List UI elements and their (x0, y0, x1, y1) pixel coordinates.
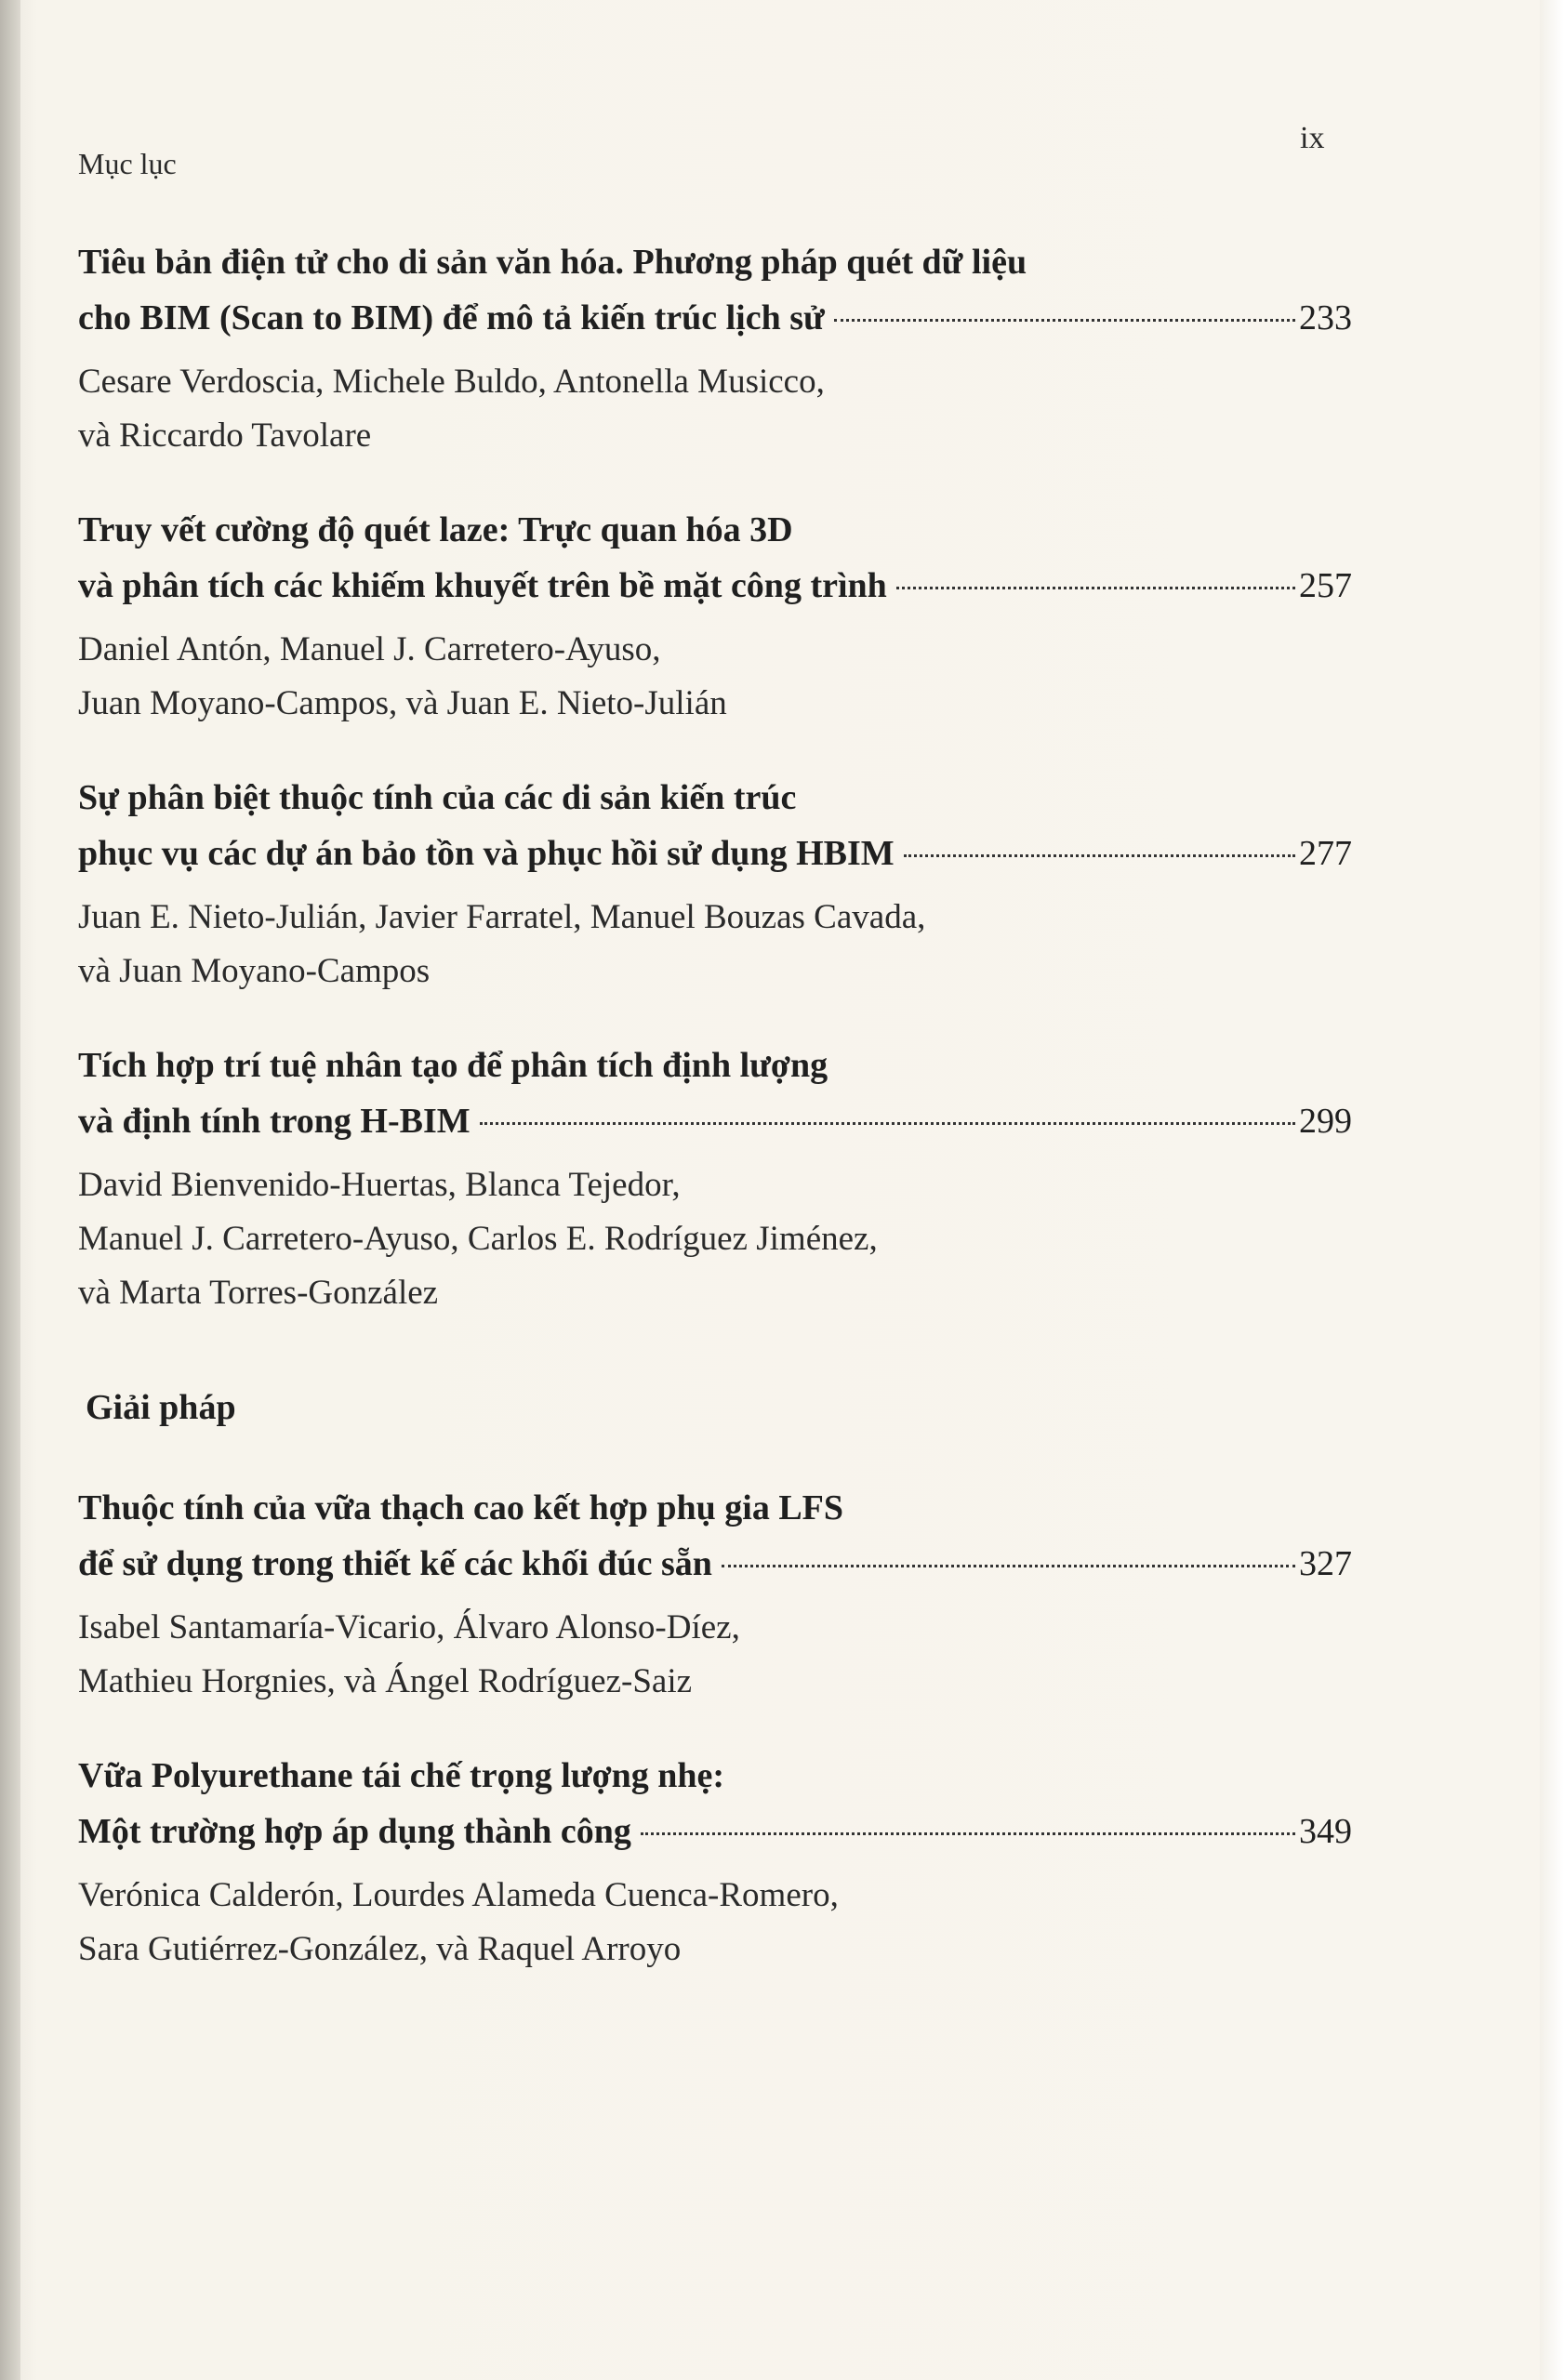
toc-entry (78, 1748, 1352, 1977)
author-line: Juan E. Nieto-Julián, Javier Farratel, Manuel Bouzas Cavada, (78, 898, 926, 936)
entry-authors (78, 623, 1352, 731)
entry-authors (78, 1601, 1352, 1709)
book-spine-shadow (0, 0, 20, 2380)
author-line: và Riccardo Tavolare (78, 416, 372, 455)
section-heading: Giải pháp (86, 1388, 236, 1427)
entry-title-text: cho BIM (Scan to BIM) để mô tả kiến trúc lịch sử (78, 298, 825, 337)
table-of-contents (78, 234, 1352, 2016)
author-line: và Juan Moyano-Campos (78, 952, 431, 990)
running-head: Mục lục (78, 147, 177, 180)
entry-title-line: Vữa Polyurethane tái chế trọng lượng nhẹ: (78, 1756, 725, 1795)
entry-title-last-line (78, 1093, 1352, 1149)
entry-title-line: Sự phân biệt thuộc tính của các di sản kiến trúc (78, 778, 797, 817)
page-number: ix (1300, 121, 1325, 155)
dot-leader (641, 1832, 1295, 1835)
entry-page-number: 233 (1299, 298, 1352, 337)
toc-entry (78, 1480, 1352, 1709)
dot-leader (722, 1565, 1295, 1567)
author-line: Juan Moyano-Campos, và Juan E. Nieto-Julián (78, 684, 727, 722)
entry-page-number: 349 (1299, 1812, 1352, 1851)
author-line: Cesare Verdoscia, Michele Buldo, Antonella Musicco, (78, 363, 825, 401)
entry-page-number: 277 (1299, 834, 1352, 873)
author-line: Isabel Santamaría-Vicario, Álvaro Alonso-Díez, (78, 1608, 740, 1646)
entry-page-number: 327 (1299, 1544, 1352, 1583)
entry-title-line: Tiêu bản điện tử cho di sản văn hóa. Phương pháp quét dữ liệu (78, 243, 1027, 282)
dot-leader (834, 319, 1295, 322)
toc-entry (78, 502, 1352, 731)
entry-title-last-line (78, 558, 1352, 614)
author-line: Manuel J. Carretero-Ayuso, Carlos E. Rodríguez Jiménez, (78, 1220, 878, 1258)
entry-title-line: Thuộc tính của vữa thạch cao kết hợp phụ gia LFS (78, 1488, 844, 1527)
entry-authors (78, 891, 1352, 998)
toc-entry (78, 770, 1352, 998)
toc-entry (78, 234, 1352, 463)
entry-title-text: Một trường hợp áp dụng thành công (78, 1812, 631, 1851)
author-line: Daniel Antón, Manuel J. Carretero-Ayuso, (78, 630, 661, 668)
toc-entry (78, 1038, 1352, 1320)
page-edge (1540, 0, 1564, 2380)
author-line: Verónica Calderón, Lourdes Alameda Cuenca-Romero, (78, 1876, 839, 1914)
author-line: và Marta Torres-González (78, 1274, 439, 1312)
author-line: Mathieu Horgnies, và Ángel Rodríguez-Saiz (78, 1662, 693, 1700)
entry-authors (78, 1158, 1352, 1320)
author-line: Sara Gutiérrez-González, và Raquel Arroyo (78, 1930, 682, 1968)
entry-authors (78, 355, 1352, 463)
entry-title-text: và định tính trong H-BIM (78, 1102, 471, 1141)
dot-leader (896, 587, 1295, 589)
dot-leader (480, 1122, 1295, 1125)
entry-title-last-line (78, 826, 1352, 881)
entry-title-last-line (78, 1536, 1352, 1592)
entry-title-line: Truy vết cường độ quét laze: Trực quan hóa 3D (78, 510, 793, 549)
author-line: David Bienvenido-Huertas, Blanca Tejedor, (78, 1166, 681, 1204)
entry-title-line: Tích hợp trí tuệ nhân tạo để phân tích định lượng (78, 1046, 828, 1085)
entry-title-last-line (78, 290, 1352, 346)
entry-title-text: và phân tích các khiếm khuyết trên bề mặt công trình (78, 566, 887, 605)
entry-title-text: phục vụ các dự án bảo tồn và phục hồi sử dụng HBIM (78, 834, 895, 873)
entry-page-number: 257 (1299, 566, 1352, 605)
entry-title-text: để sử dụng trong thiết kế các khối đúc sẵn (78, 1544, 712, 1583)
entry-title-last-line (78, 1804, 1352, 1859)
entry-authors (78, 1869, 1352, 1977)
dot-leader (904, 854, 1295, 857)
entry-page-number: 299 (1299, 1102, 1352, 1141)
